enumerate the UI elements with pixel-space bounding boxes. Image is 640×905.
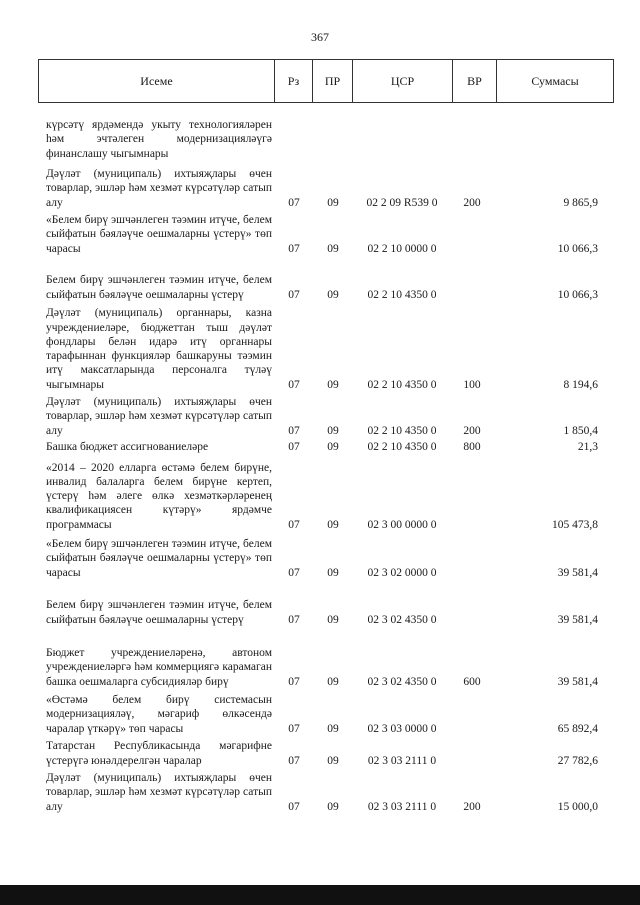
row-pr: 09 <box>327 800 339 813</box>
row-csr: 02 2 10 4350 0 <box>367 424 437 437</box>
row-pr: 09 <box>327 566 339 579</box>
row-pr: 09 <box>327 754 339 767</box>
row-sum: 105 473,8 <box>552 518 598 531</box>
row-name: Белем бирү эшчәнлеген тәэмин итүче, белем сыйфатын бәяләүче оешмаларны үстерү <box>46 599 272 626</box>
row-csr: 02 3 02 4350 0 <box>367 613 437 626</box>
row-name: Дәүләт (муниципаль) ихтыяҗлары өчен товарлар, эшләр һәм хезмәт күрсәтүләр сатып алу <box>46 772 272 813</box>
table-row <box>0 690 640 736</box>
row-sum: 10 066,3 <box>557 288 598 301</box>
row-csr: 02 3 03 2111 0 <box>367 800 437 813</box>
row-pr: 09 <box>327 288 339 301</box>
table-row <box>0 580 640 627</box>
table-row <box>0 300 640 392</box>
row-rz: 07 <box>288 613 300 626</box>
row-sum: 21,3 <box>577 440 598 453</box>
row-rz: 07 <box>288 675 300 688</box>
header-sum: Суммасы <box>531 74 579 88</box>
table-row <box>0 255 640 302</box>
row-vr: 600 <box>463 675 481 688</box>
row-vr: 200 <box>463 196 481 209</box>
row-sum: 9 865,9 <box>563 196 598 209</box>
row-csr: 02 3 03 0000 0 <box>367 722 437 735</box>
row-name: «Өстәмә белем бирү системасын модернизацияләү, мәгариф өлкәсендә чаралар үткәрү» төп чарасы <box>46 694 272 735</box>
table-row <box>0 768 640 814</box>
row-vr: 200 <box>463 800 481 813</box>
row-rz: 07 <box>288 288 300 301</box>
row-csr: 02 2 10 4350 0 <box>367 440 437 453</box>
table-row <box>0 438 640 454</box>
table-header <box>38 59 614 103</box>
row-rz: 07 <box>288 378 300 391</box>
table-row <box>0 163 640 210</box>
row-pr: 09 <box>327 242 339 255</box>
row-rz: 07 <box>288 754 300 767</box>
row-pr: 09 <box>327 196 339 209</box>
row-pr: 09 <box>327 378 339 391</box>
row-name: Башка бюджет ассигнованиеләре <box>46 440 209 453</box>
row-csr: 02 3 03 2111 0 <box>367 754 437 767</box>
row-vr: 100 <box>463 378 481 391</box>
row-rz: 07 <box>288 196 300 209</box>
row-pr: 09 <box>327 424 339 437</box>
table-row <box>0 627 640 689</box>
row-name: Белем бирү эшчәнлеген тәэмин итүче, белем сыйфатын бәяләүче оешмаларны үстерү <box>46 274 272 301</box>
table-row <box>0 392 640 438</box>
row-sum: 65 892,4 <box>557 722 598 735</box>
table-row <box>0 737 640 768</box>
table-row <box>0 209 640 256</box>
row-pr: 09 <box>327 675 339 688</box>
row-name: Бюджет учреждениеләренә, автоном учреждениеләргә һәм коммерциягә карамаган башка оешмаларга субсидияләр бирү <box>46 647 272 688</box>
row-pr: 09 <box>327 440 339 453</box>
row-sum: 8 194,6 <box>563 378 598 391</box>
table-row <box>0 533 640 580</box>
row-sum: 39 581,4 <box>557 566 598 579</box>
row-pr: 09 <box>327 613 339 626</box>
row-rz: 07 <box>288 800 300 813</box>
row-sum: 39 581,4 <box>557 675 598 688</box>
row-sum: 1 850,4 <box>563 424 598 437</box>
row-pr: 09 <box>327 722 339 735</box>
header-csr: ЦСР <box>353 60 453 102</box>
row-sum: 27 782,6 <box>557 754 598 767</box>
row-sum: 10 066,3 <box>557 242 598 255</box>
row-rz: 07 <box>288 566 300 579</box>
row-vr: 200 <box>463 424 481 437</box>
row-name: Дәүләт (муниципаль) ихтыяҗлары өчен товарлар, эшләр һәм хезмәт күрсәтүләр сатып алу <box>46 168 272 209</box>
header-vr: ВР <box>453 60 497 102</box>
header-name: Исеме <box>39 60 275 102</box>
row-csr: 02 2 10 4350 0 <box>367 288 437 301</box>
row-csr: 02 3 02 0000 0 <box>367 566 437 579</box>
row-rz: 07 <box>288 518 300 531</box>
row-vr: 800 <box>463 440 481 453</box>
row-csr: 02 2 10 4350 0 <box>367 378 437 391</box>
scan-bottom-edge <box>0 885 640 905</box>
header-pr: ПР <box>313 60 353 102</box>
row-rz: 07 <box>288 722 300 735</box>
row-name: күрсәтү ярдәмендә укыту технологияләрен һәм эчтәлеген модернизацияләүгә финанслашу чыгымнары <box>46 119 272 160</box>
row-csr: 02 3 02 4350 0 <box>367 675 437 688</box>
page-number: 367 <box>311 30 329 44</box>
row-name: «Белем бирү эшчәнлеген тәэмин итүче, белем сыйфатын бәяләүче оешмаларны үстерү» төп чарасы <box>46 538 272 579</box>
row-csr: 02 2 09 R539 0 <box>366 196 438 209</box>
row-name: Татарстан Республикасында мәгарифне үстерүгә юнәлдерелгән чаралар <box>46 740 272 767</box>
row-sum: 15 000,0 <box>557 800 598 813</box>
row-name: «2014 – 2020 елларга өстәмә белем бирүне, инвалид балаларга белем бирүне кертеп, үстерү һәм әлеге өлкә хезмәткәрләренең квалификациясен күтәрү» ярдәмче программасы <box>46 461 272 531</box>
header-rz: Рз <box>275 60 313 102</box>
row-pr: 09 <box>327 518 339 531</box>
table-row <box>0 103 640 161</box>
row-name: «Белем бирү эшчәнлеген тәэмин итүче, белем сыйфатын бәяләүче оешмаларны үстерү» төп чарасы <box>46 214 272 255</box>
row-name: Дәүләт (муниципаль) ихтыяҗлары өчен товарлар, эшләр һәм хезмәт күрсәтүләр сатып алу <box>46 396 272 437</box>
row-rz: 07 <box>288 242 300 255</box>
row-csr: 02 3 00 0000 0 <box>367 518 437 531</box>
row-rz: 07 <box>288 440 300 453</box>
row-csr: 02 2 10 0000 0 <box>367 242 437 255</box>
row-sum: 39 581,4 <box>557 613 598 626</box>
table-row <box>0 455 640 532</box>
row-name: Дәүләт (муниципаль) органнары, казна учреждениеләре, бюджеттан тыш дәүләт фондлары белән идарә итү органнары тарафыннан функцияләр башкаруны тәэмин итү максатларында персоналга түләү чыгымнары <box>46 307 272 391</box>
row-rz: 07 <box>288 424 300 437</box>
